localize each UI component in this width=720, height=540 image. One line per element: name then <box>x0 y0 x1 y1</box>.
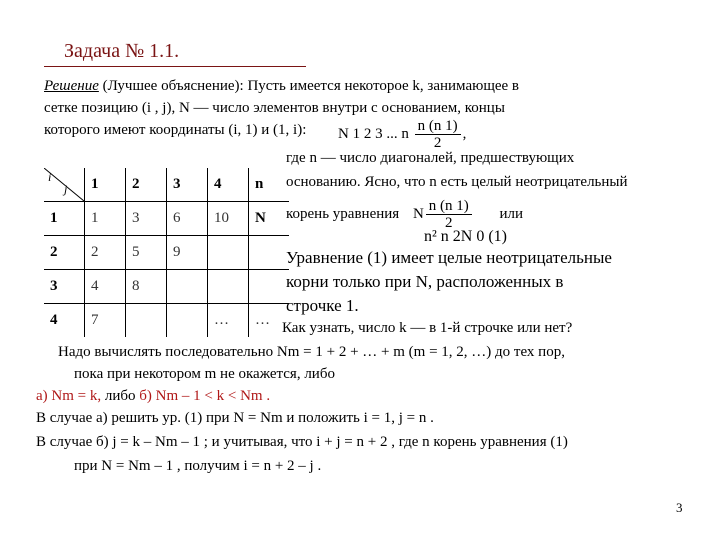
root-equation-fraction <box>426 198 472 231</box>
quadratic-equation: n² n 2N 0 (1) <box>424 228 508 245</box>
root-equation-lhs: N <box>412 205 424 222</box>
case-separator: либо <box>101 388 140 404</box>
root-equation-denominator: 2 <box>445 215 453 231</box>
table-row <box>44 202 289 236</box>
bottom-line-6: при N = Nm – 1 , получим i = n + 2 – j . <box>74 458 322 474</box>
root-equation-numerator: n (n 1) <box>426 198 472 215</box>
bottom-line-3 <box>36 388 270 405</box>
sum-formula-fraction <box>415 118 461 151</box>
table-row-label: 3 <box>44 270 85 304</box>
triangle-table <box>44 168 289 337</box>
sum-formula <box>338 118 466 151</box>
right-text-line-3 <box>286 198 523 231</box>
table-cell: 3 <box>126 202 167 236</box>
table-cell <box>249 270 290 304</box>
table-cell <box>167 304 208 338</box>
table-cell: 1 <box>85 202 126 236</box>
table-row <box>44 304 289 338</box>
table-cell: 2 <box>85 236 126 270</box>
root-equation <box>412 198 474 231</box>
table-cell <box>208 236 249 270</box>
table-cell: 10 <box>208 202 249 236</box>
case-b-condition: б) Nm – 1 < k < Nm . <box>139 388 271 404</box>
solution-line-2: сетке позицию (i , j), N — число элементов внутри с основанием, концы <box>44 100 505 116</box>
table-header-cell: 3 <box>167 168 208 202</box>
sum-formula-denominator: 2 <box>433 135 442 151</box>
table-corner-cell <box>44 168 85 202</box>
statement-line-3: строчке 1. <box>286 296 359 315</box>
bottom-line-4: В случае а) решить ур. (1) при N = Nm и положить i = 1, j = n . <box>36 410 434 426</box>
table-cell <box>167 270 208 304</box>
table-cell <box>208 270 249 304</box>
table-cell: … <box>249 304 290 338</box>
solution-line-3: которого имеют координаты (i, 1) и (1, i): <box>44 122 307 138</box>
table-cell: 9 <box>167 236 208 270</box>
corner-i-label: i <box>48 170 52 184</box>
right-text-line-3-start: корень уравнения <box>286 205 400 222</box>
bottom-line-5: В случае б) j = k – Nm – 1 ; и учитывая, что i + j = n + 2 , где n корень уравнения (1) <box>36 434 568 450</box>
table-header-cell: n <box>249 168 290 202</box>
table-cell: 7 <box>85 304 126 338</box>
bottom-line-2: пока при некотором m не окажется, либо <box>74 366 335 382</box>
sum-formula-lhs: N 1 2 3 ... n <box>338 125 413 142</box>
table-cell <box>126 304 167 338</box>
right-text-line-3-end: или <box>499 205 524 222</box>
right-text-line-2: основанию. Ясно, что n есть целый неотрицательный <box>286 174 628 190</box>
table-cell: 4 <box>85 270 126 304</box>
solution-line-1-text: (Лучшее объяснение): Пусть имеется некоторое k, занимающее в <box>98 78 520 94</box>
table-cell <box>249 236 290 270</box>
table-row-label: 2 <box>44 236 85 270</box>
table-cell: … <box>208 304 249 338</box>
table-cell: 8 <box>126 270 167 304</box>
table-row <box>44 270 289 304</box>
bottom-line-1: Надо вычислять последовательно Nm = 1 + 2 + … + m (m = 1, 2, …) до тех пор, <box>58 344 565 360</box>
sum-formula-numerator: n (n 1) <box>415 118 461 135</box>
table-cell: N <box>249 202 290 236</box>
table-row-label: 1 <box>44 202 85 236</box>
right-text-line-1: где n — число диагоналей, предшествующих <box>286 150 575 166</box>
table-cell: 5 <box>126 236 167 270</box>
statement-line-1: Уравнение (1) имеет целые неотрицательные <box>286 248 612 267</box>
case-a-condition: а) Nm = k, <box>36 388 102 404</box>
table-row <box>44 236 289 270</box>
table-header-cell: 2 <box>126 168 167 202</box>
table-row-label: 4 <box>44 304 85 338</box>
table-header-cell: 1 <box>85 168 126 202</box>
solution-label: Решение <box>44 78 99 94</box>
corner-j-label: j <box>64 182 68 196</box>
statement-line-2: корни только при N, расположенных в <box>286 272 564 291</box>
title-underline <box>44 66 306 67</box>
table-cell: 6 <box>167 202 208 236</box>
question-line: Как узнать, число k — в 1-й строчке или нет? <box>282 320 573 336</box>
table-header-row <box>44 168 289 202</box>
table-header-cell: 4 <box>208 168 249 202</box>
page-number: 3 <box>676 500 683 515</box>
sum-formula-tail: , <box>462 125 467 142</box>
slide-title: Задача № 1.1. <box>64 40 180 62</box>
solution-line-1 <box>44 78 519 95</box>
